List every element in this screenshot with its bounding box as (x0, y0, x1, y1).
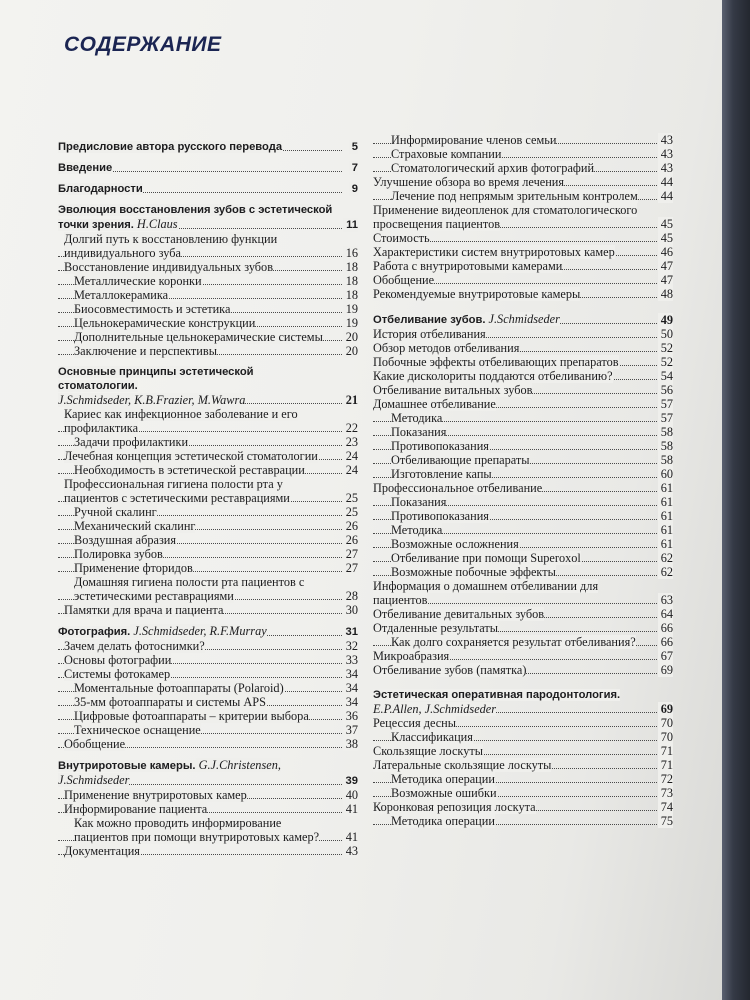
toc-entry-page: 64 (658, 607, 673, 621)
toc-entry (373, 355, 673, 369)
toc-entry (373, 509, 673, 523)
toc-entry-page: 52 (658, 355, 673, 369)
toc-entry-title: Моментальные фотоаппараты (Polaroid) (74, 681, 284, 695)
toc-entry-title: Противопоказания (391, 509, 489, 523)
toc-entry (373, 730, 673, 744)
toc-entry (373, 439, 673, 453)
toc-entry-page: 61 (658, 537, 673, 551)
toc-entry-title: Профессиональная гигиена полости рта у пациентов с эстетическими реставрациями (64, 477, 290, 505)
toc-entry-title: J.Schmidseder, K.B.Frazier, M.Wawra (58, 393, 246, 407)
toc-entry-title: Применение видеопленок для стоматологического просвещения пациентов (373, 203, 638, 231)
toc-entry-title: Металлические коронки (74, 274, 202, 288)
toc-entry-title: Отбеливание витальных зубов (373, 383, 533, 397)
toc-entry-title: Страховые компании (391, 147, 502, 161)
toc-entry-page: 58 (658, 425, 673, 439)
toc-entry (58, 681, 358, 695)
toc-entry-page: 47 (658, 273, 673, 287)
toc-entry-title: Обобщение (64, 737, 126, 751)
toc-entry (373, 523, 673, 537)
toc-entry (58, 695, 358, 709)
toc-entry (373, 663, 673, 677)
toc-entry-page: 33 (343, 653, 358, 667)
toc-entry-title: Предисловие автора русского перевода (58, 141, 283, 153)
toc-entry-page: 11 (343, 218, 358, 232)
toc-entry-page: 20 (343, 344, 358, 358)
toc-entry-title: Отдаленные результаты (373, 621, 499, 635)
toc-entry-title: Обзор методов отбеливания (373, 341, 520, 355)
toc-entry-author: G.J.Christensen, J.Schmidseder (58, 758, 281, 787)
toc-entry (373, 537, 673, 551)
toc-entry-page: 54 (658, 369, 673, 383)
toc-entry-title: Домашнее отбеливание (373, 397, 496, 411)
toc-entry (58, 316, 358, 330)
toc-entry (58, 533, 358, 547)
toc-entry-title: Рекомендуемые внутриротовые камеры (373, 287, 581, 301)
toc-entry-title: Стоимость (373, 231, 430, 245)
toc-entry-page: 34 (343, 695, 358, 709)
toc-entry (373, 551, 673, 565)
toc-entry (58, 344, 358, 358)
toc-entry-page: 45 (658, 231, 673, 245)
toc-entry-page: 43 (658, 147, 673, 161)
toc-entry-page: 22 (343, 421, 358, 435)
toc-entry (58, 709, 358, 723)
toc-entry (373, 259, 673, 273)
toc-entry (58, 435, 358, 449)
toc-entry-page: 71 (658, 758, 673, 772)
toc-entry (373, 453, 673, 467)
toc-entry-page: 57 (658, 411, 673, 425)
toc-entry-page: 67 (658, 649, 673, 663)
toc-entry-page: 58 (658, 453, 673, 467)
toc-entry (58, 463, 358, 477)
toc-entry-page: 43 (343, 844, 358, 858)
toc-entry-title: Методика (391, 411, 443, 425)
toc-entry-title: Отбеливание при помощи Superoxol (391, 551, 581, 565)
toc-entry (58, 758, 358, 788)
toc-entry-title: Необходимость в эстетической реставрации (74, 463, 305, 477)
toc-entry-page: 21 (343, 393, 358, 407)
toc-entry-page: 32 (343, 639, 358, 653)
toc-entry-title: Эволюция восстановления зубов с эстетической точки зрения. (58, 204, 333, 231)
toc-entry-page: 60 (658, 467, 673, 481)
toc-entry-page: 18 (343, 274, 358, 288)
toc-entry (58, 547, 358, 561)
toc-entry-title: Показания (391, 425, 447, 439)
toc-entry-title: Улучшение обзора во время лечения (373, 175, 565, 189)
toc-entry-title: Долгий путь к восстановлению функции индивидуального зуба (64, 232, 278, 260)
toc-entry (58, 603, 358, 617)
toc-entry (58, 161, 358, 175)
toc-entry-page: 46 (658, 245, 673, 259)
toc-entry-title: Отбеливание девитальных зубов (373, 607, 545, 621)
toc-entry-title: Применение внутриротовых камер (64, 788, 247, 802)
toc-entry (373, 772, 673, 786)
toc-entry-page: 18 (343, 288, 358, 302)
toc-entry-page: 43 (658, 161, 673, 175)
toc-entry-page: 50 (658, 327, 673, 341)
toc-entry-page: 74 (658, 800, 673, 814)
toc-entry (58, 232, 358, 260)
toc-entry-page: 70 (658, 716, 673, 730)
toc-entry-page: 18 (343, 260, 358, 274)
toc-entry-page: 25 (343, 491, 358, 505)
toc-entry (373, 411, 673, 425)
toc-entry (373, 758, 673, 772)
toc-entry-page: 23 (343, 435, 358, 449)
toc-entry-title: История отбеливания (373, 327, 486, 341)
toc-entry-page: 28 (343, 589, 358, 603)
toc-entry-title: Памятки для врача и пациента (64, 603, 224, 617)
toc-entry (373, 161, 673, 175)
toc-entry-title: Возможные ошибки (391, 786, 497, 800)
toc-entry-title: Системы фотокамер (64, 667, 171, 681)
toc-entry (373, 814, 673, 828)
toc-entry-title: Эстетическая оперативная пародонтология. (373, 689, 621, 701)
toc-entry (58, 653, 358, 667)
toc-entry-title: Противопоказания (391, 439, 489, 453)
toc-entry-page: 61 (658, 523, 673, 537)
toc-entry-page: 56 (658, 383, 673, 397)
toc-entry (58, 575, 358, 603)
toc-entry-title: Скользящие лоскуты (373, 744, 484, 758)
toc-entry (58, 365, 358, 393)
toc-entry (373, 175, 673, 189)
toc-entry (373, 425, 673, 439)
toc-entry-author: J.Schmidseder (485, 312, 560, 326)
toc-entry (373, 273, 673, 287)
toc-right-column (373, 133, 673, 828)
toc-entry (373, 287, 673, 301)
toc-entry-page: 5 (349, 140, 358, 154)
toc-entry (58, 561, 358, 575)
toc-entry-title: Стоматологический архив фотографий (391, 161, 595, 175)
toc-entry (58, 477, 358, 505)
toc-entry (373, 397, 673, 411)
toc-entry-page: 27 (343, 547, 358, 561)
toc-entry-title: Основы фотографии (64, 653, 172, 667)
toc-entry-page: 24 (343, 449, 358, 463)
toc-entry-title: Характеристики систем внутриротовых камер (373, 245, 615, 259)
toc-entry-title: Фотография. (58, 626, 131, 638)
toc-entry (373, 245, 673, 259)
toc-entry-page: 34 (343, 681, 358, 695)
toc-entry-title: Металлокерамика (74, 288, 169, 302)
toc-entry-page: 44 (658, 175, 673, 189)
toc-entry-title: Латеральные скользящие лоскуты (373, 758, 552, 772)
toc-entry (58, 723, 358, 737)
toc-entry-page: 37 (343, 723, 358, 737)
toc-entry-title: Классификация (391, 730, 473, 744)
toc-entry (373, 467, 673, 481)
toc-entry-title: Отбеливающие препараты (391, 453, 530, 467)
toc-entry-title: Какие дисколориты поддаются отбеливанию? (373, 369, 613, 383)
toc-entry (58, 816, 358, 844)
toc-entry-title: Рецессия десны (373, 716, 457, 730)
toc-entry (58, 274, 358, 288)
toc-entry-title: Как долго сохраняется результат отбеливания? (391, 635, 636, 649)
toc-entry (58, 667, 358, 681)
toc-entry-title: Цельнокерамические конструкции (74, 316, 256, 330)
toc-entry (58, 624, 358, 639)
toc-entry-page: 41 (343, 830, 358, 844)
toc-entry (373, 133, 673, 147)
toc-entry-page: 66 (658, 621, 673, 635)
toc-entry (58, 639, 358, 653)
toc-entry (58, 140, 358, 154)
toc-entry-page: 39 (343, 774, 358, 788)
toc-entry-title: Методика операции (391, 772, 495, 786)
toc-entry-title: Методика операции (391, 814, 495, 828)
toc-entry-title: Информирование членов семьи (391, 133, 557, 147)
toc-entry-page: 24 (343, 463, 358, 477)
toc-entry (373, 607, 673, 621)
toc-entry (58, 330, 358, 344)
toc-entry (58, 788, 358, 802)
toc-entry-title: Документация (64, 844, 140, 858)
toc-entry (58, 182, 358, 196)
toc-entry-title: 35-мм фотоаппараты и системы APS (74, 695, 266, 709)
toc-entry-page: 69 (658, 663, 673, 677)
toc-entry-page: 27 (343, 561, 358, 575)
toc-entry-page: 26 (343, 519, 358, 533)
toc-entry-title: Лечебная концепция эстетической стоматологии (64, 449, 318, 463)
toc-entry (373, 800, 673, 814)
toc-entry-page: 61 (658, 509, 673, 523)
toc-entry-title: Микроабразия (373, 649, 450, 663)
toc-entry-page: 47 (658, 259, 673, 273)
toc-entry-title: Благодарности (58, 183, 143, 195)
toc-entry (373, 383, 673, 397)
toc-entry-title: Механический скалинг (74, 519, 196, 533)
toc-entry-page: 62 (658, 551, 673, 565)
toc-entry-page: 34 (343, 667, 358, 681)
toc-entry (373, 495, 673, 509)
toc-entry-page: 30 (343, 603, 358, 617)
toc-entry-page: 73 (658, 786, 673, 800)
toc-entry-page: 19 (343, 302, 358, 316)
toc-entry (58, 802, 358, 816)
toc-entry-page: 71 (658, 744, 673, 758)
toc-entry-title: Работа с внутриротовыми камерами (373, 259, 563, 273)
toc-entry-title: Применение фторидов (74, 561, 193, 575)
toc-entry (373, 147, 673, 161)
toc-entry-title: Возможные побочные эффекты (391, 565, 556, 579)
toc-entry-title: Коронковая репозиция лоскута (373, 800, 536, 814)
toc-entry-page: 36 (343, 709, 358, 723)
toc-entry-title: Методика (391, 523, 443, 537)
toc-entry-page: 52 (658, 341, 673, 355)
toc-entry-page: 72 (658, 772, 673, 786)
toc-entry (373, 579, 673, 607)
toc-entry-title: Восстановление индивидуальных зубов (64, 260, 274, 274)
toc-entry-title: Отбеливание зубов (памятка) (373, 663, 527, 677)
toc-entry (58, 288, 358, 302)
toc-entry (373, 565, 673, 579)
toc-entry-title: Введение (58, 162, 113, 174)
toc-entry-title: Задачи профилактики (74, 435, 189, 449)
toc-entry-page: 48 (658, 287, 673, 301)
toc-entry-title: Дополнительные цельнокерамические системы (74, 330, 323, 344)
toc-entry (373, 702, 673, 716)
toc-entry (373, 635, 673, 649)
toc-entry-title: Основные принципы эстетической стоматологии. (58, 366, 254, 392)
toc-entry (373, 649, 673, 663)
toc-entry-title: Техническое оснащение (74, 723, 201, 737)
toc-entry-title: Изготовление капы (391, 467, 492, 481)
page-title: СОДЕРЖАНИЕ (64, 33, 222, 56)
toc-entry-title: E.P.Allen, J.Schmidseder (373, 702, 497, 716)
toc-entry-page: 69 (658, 702, 673, 716)
toc-entry (58, 505, 358, 519)
toc-entry-page: 61 (658, 481, 673, 495)
toc-entry (373, 203, 673, 231)
toc-entry-page: 38 (343, 737, 358, 751)
toc-entry-page: 16 (343, 246, 358, 260)
toc-entry-page: 25 (343, 505, 358, 519)
toc-entry-page: 45 (658, 217, 673, 231)
toc-entry-page: 63 (658, 593, 673, 607)
toc-entry (373, 481, 673, 495)
toc-entry (58, 519, 358, 533)
toc-entry-page: 9 (349, 182, 358, 196)
toc-entry-page: 49 (658, 313, 673, 327)
toc-entry-title: Лечение под непрямым зрительным контролем (391, 189, 638, 203)
toc-entry (373, 341, 673, 355)
toc-entry (373, 786, 673, 800)
toc-entry (58, 302, 358, 316)
toc-entry-author: J.Schmidseder, R.F.Murray (130, 624, 267, 638)
toc-entry-title: Как можно проводить информирование пациентов при помощи внутриротовых камер? (74, 816, 320, 844)
toc-entry (373, 231, 673, 245)
toc-entry-title: Заключение и перспективы (74, 344, 217, 358)
toc-entry-page: 26 (343, 533, 358, 547)
toc-entry-title: Возможные осложнения (391, 537, 519, 551)
toc-entry (58, 844, 358, 858)
toc-entry-page: 41 (343, 802, 358, 816)
toc-entry-page: 7 (349, 161, 358, 175)
toc-entry-title: Профессиональное отбеливание (373, 481, 543, 495)
toc-entry-page: 70 (658, 730, 673, 744)
toc-entry-title: Цифровые фотоаппараты – критерии выбора (74, 709, 309, 723)
toc-entry-page: 31 (343, 625, 358, 639)
toc-entry (373, 688, 673, 702)
toc-entry-title: Полировка зубов (74, 547, 163, 561)
toc-entry-title: Домашняя гигиена полости рта пациентов с эстетическими реставрациями (74, 575, 305, 603)
toc-entry-title: Внутриротовые камеры. (58, 760, 196, 772)
toc-entry-page: 75 (658, 814, 673, 828)
toc-entry-title: Обобщение (373, 273, 435, 287)
toc-entry (373, 744, 673, 758)
toc-entry-page: 44 (658, 189, 673, 203)
toc-entry-page: 66 (658, 635, 673, 649)
toc-entry-title: Информация о домашнем отбеливании для пациентов (373, 579, 599, 607)
toc-entry (58, 393, 358, 407)
toc-entry-title: Ручной скалинг (74, 505, 157, 519)
toc-entry-title: Кариес как инфекционное заболевание и его профилактика (64, 407, 298, 435)
toc-entry (58, 260, 358, 274)
toc-entry-title: Биосовместимость и эстетика (74, 302, 231, 316)
toc-entry (58, 203, 358, 232)
toc-entry-title: Показания (391, 495, 447, 509)
toc-entry (58, 449, 358, 463)
toc-entry (373, 189, 673, 203)
toc-entry-page: 58 (658, 439, 673, 453)
toc-left-column (58, 133, 358, 858)
toc-entry-author: H.Claus (133, 217, 178, 231)
toc-entry-page: 61 (658, 495, 673, 509)
toc-entry-page: 62 (658, 565, 673, 579)
toc-entry-page: 57 (658, 397, 673, 411)
toc-entry-title: Воздушная абразия (74, 533, 177, 547)
toc-entry (58, 407, 358, 435)
toc-entry-page: 20 (343, 330, 358, 344)
toc-entry-page: 43 (658, 133, 673, 147)
toc-entry-title: Информирование пациента (64, 802, 208, 816)
toc-entry-page: 40 (343, 788, 358, 802)
toc-entry (373, 369, 673, 383)
toc-entry-title: Отбеливание зубов. (373, 314, 486, 326)
toc-entry (373, 716, 673, 730)
toc-entry (373, 621, 673, 635)
toc-entry-title: Побочные эффекты отбеливающих препаратов (373, 355, 619, 369)
toc-entry (373, 312, 673, 327)
toc-entry-title: Зачем делать фотоснимки? (64, 639, 205, 653)
toc-entry (58, 737, 358, 751)
toc-entry-page: 19 (343, 316, 358, 330)
toc-entry (373, 327, 673, 341)
book-edge (722, 0, 750, 1000)
